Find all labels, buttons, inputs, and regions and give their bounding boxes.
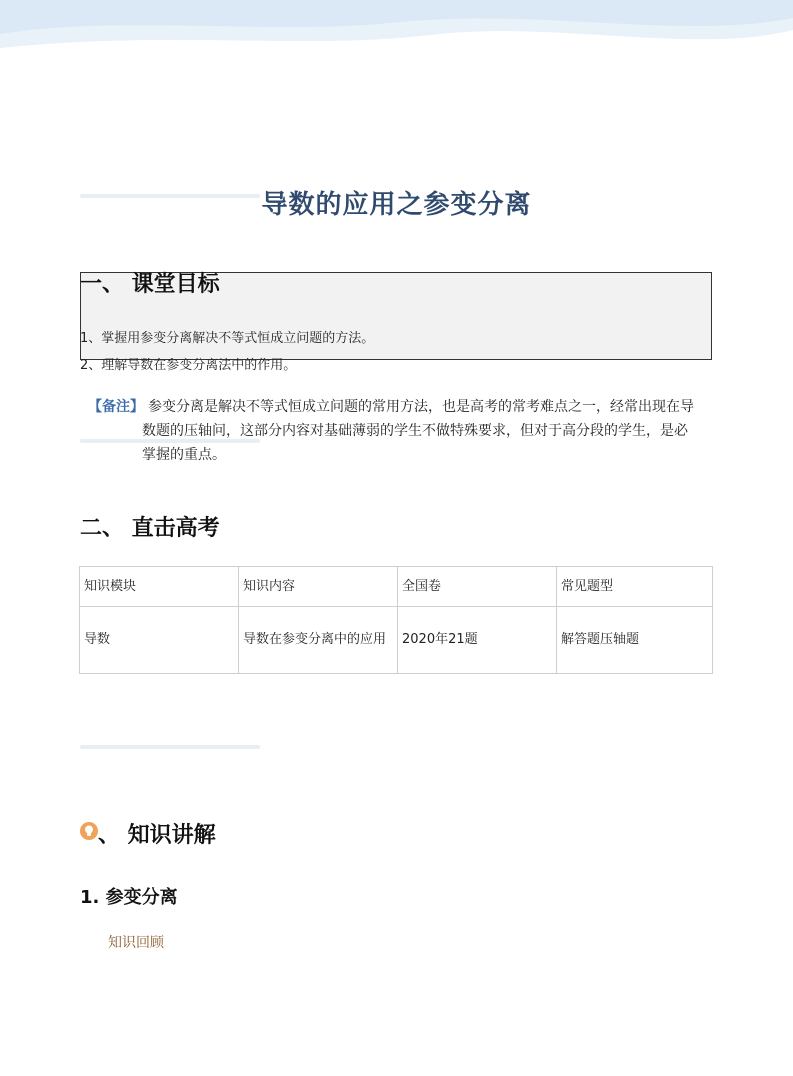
- table-header-cell: 知识模块: [80, 567, 239, 607]
- remark-note: [88, 395, 698, 467]
- table-header-row: [80, 567, 713, 607]
- table-header-cell: 全国卷: [398, 567, 557, 607]
- section-heading-knowledge: 、 知识讲解: [98, 823, 216, 848]
- table-cell: 2020年21题: [398, 607, 557, 674]
- section-heading-goals: 一、 课堂目标: [80, 272, 220, 297]
- lightbulb-icon: [80, 822, 98, 840]
- header-wave-decoration: [0, 0, 793, 70]
- document-title: 导数的应用之参变分离: [261, 190, 532, 220]
- goal-item-2: 2、理解导数在参变分离法中的作用。: [80, 358, 297, 373]
- table-cell: 导数: [80, 607, 239, 674]
- knowledge-table: [79, 566, 713, 674]
- section-decoration-line: [80, 439, 260, 443]
- table-cell: 导数在参变分离中的应用: [239, 607, 398, 674]
- goal-item-1: 1、掌握用参变分离解决不等式恒成立问题的方法。: [80, 331, 375, 346]
- table-row: [80, 607, 713, 674]
- table-header-cell: 常见题型: [557, 567, 713, 607]
- section-decoration-line-2: [80, 745, 260, 749]
- knowledge-review-label: 知识回顾: [108, 935, 164, 951]
- table-header-cell: 知识内容: [239, 567, 398, 607]
- subsection-title: 1. 参变分离: [80, 887, 178, 908]
- table-cell: 解答题压轴题: [557, 607, 713, 674]
- remark-tag: 【备注】: [88, 399, 144, 415]
- remark-text: 参变分离是解决不等式恒成立问题的常用方法，也是高考的常考难点之一，经常出现在导数题的压轴问，这部分内容对基础薄弱的学生不做特殊要求，但对于高分段的学生，是必掌握的重点。: [142, 399, 694, 463]
- section-heading-exam: 二、 直击高考: [80, 516, 220, 541]
